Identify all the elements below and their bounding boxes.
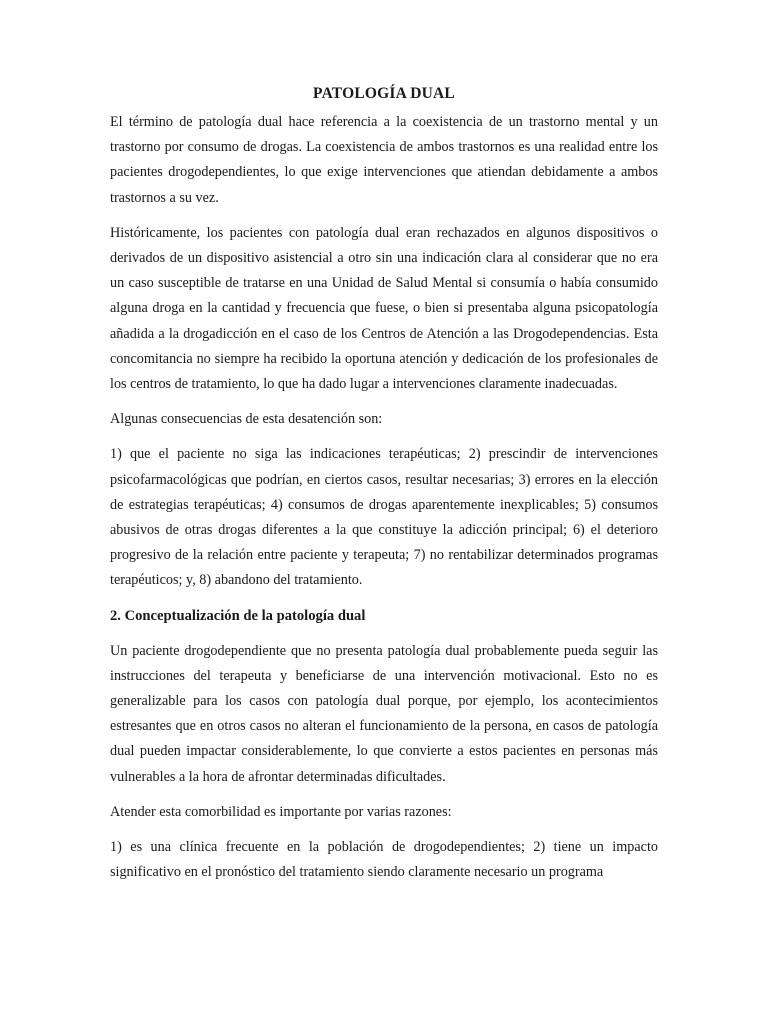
document-title: PATOLOGÍA DUAL bbox=[313, 85, 455, 102]
paragraph-history: Históricamente, los pacientes con patología dual eran rechazados en algunos dispositivos o derivados de un dispositivo asistencial a otro sin una indicación clara al considerar que no era un caso susceptible de tratarse en una Unidad de Salud Mental si consumía o había consumido alguna droga en la cantidad y frecuencia que fuese, o bien si presentaba alguna psicopatología añadida a la drogadicción en el caso de los Centros de Atención a las Drogodependencias. Esta concomitancia no siempre ha recibido la oportuna atención y dedicación de los profesionales de los centros de tratamiento, lo que ha dado lugar a intervenciones claramente inadecuadas. bbox=[110, 224, 658, 393]
paragraph-reasons-intro: Atender esta comorbilidad es importante por varias razones: bbox=[110, 803, 452, 820]
paragraph-consequences-intro: Algunas consecuencias de esta desatención son: bbox=[110, 411, 383, 428]
section-heading: 2. Conceptualización de la patología dual bbox=[110, 607, 366, 624]
paragraph-definition: El término de patología dual hace referencia a la coexistencia de un trastorno mental y un trastorno por consumo de drogas. La coexistencia de ambos trastornos es una realidad entre los pacientes drogodependientes, lo que exige intervenciones que atiendan debidamente a ambos trastornos a su vez. bbox=[110, 114, 658, 206]
paragraph-consequences-list: 1) que el paciente no siga las indicaciones terapéuticas; 2) prescindir de intervenciones psicofarmacológicas que podrían, en ciertos casos, resultar necesarias; 3) errores en la elección de estrategias terapéuticas; 4) consumos de drogas aparentemente inexplicables; 5) consumos abusivos de otras drogas diferentes a la que constituye la adicción principal; 6) el deterioro progresivo de la relación entre paciente y terapeuta; 7) no rentabilizar determinados programas terapéuticos; y, 8) abandono del tratamiento. bbox=[110, 446, 658, 589]
paragraph-reasons-list: 1) es una clínica frecuente en la población de drogodependientes; 2) tiene un impacto significativo en el pronóstico del tratamiento siendo claramente necesario un programa bbox=[110, 839, 658, 881]
paragraph-conceptualization: Un paciente drogodependiente que no presenta patología dual probablemente pueda seguir las instrucciones del terapeuta y beneficiarse de una intervención motivacional. Esto no es generalizable para los casos con patología dual porque, por ejemplo, los acontecimientos estresantes que en otros casos no alteran el funcionamiento de la persona, en casos de patología dual pueden impactar considerablemente, lo que convierte a estos pacientes en personas más vulnerables a la hora de afrontar determinadas dificultades. bbox=[110, 642, 658, 785]
document-page bbox=[110, 84, 658, 895]
